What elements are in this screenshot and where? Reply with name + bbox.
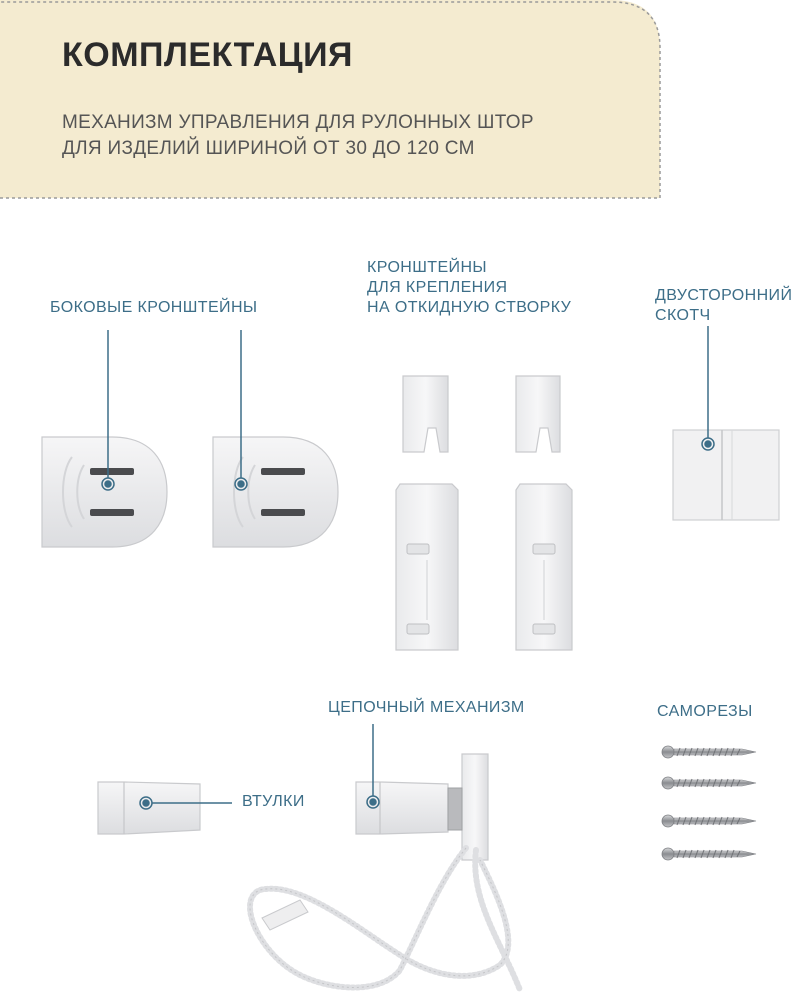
subtitle-line-2: ДЛЯ ИЗДЕЛИЙ ШИРИНОЙ ОТ 30 ДО 120 СМ <box>62 138 475 159</box>
label-screws: САМОРЕЗЫ <box>657 703 753 720</box>
label-bushings: ВТУЛКИ <box>242 793 305 810</box>
subtitle-line-1: МЕХАНИЗМ УПРАВЛЕНИЯ ДЛЯ РУЛОННЫХ ШТОР <box>62 112 534 133</box>
side-bracket-left <box>42 437 167 547</box>
side-bracket-right <box>213 437 338 547</box>
double-sided-tape <box>673 430 779 520</box>
sash-holder-left <box>396 484 458 650</box>
label-side-brackets: БОКОВЫЕ КРОНШТЕЙНЫ <box>50 299 258 316</box>
label-tape-line-1: ДВУСТОРОННИЙ <box>655 287 793 304</box>
label-sash-brackets-line-2: ДЛЯ КРЕПЛЕНИЯ <box>367 279 508 296</box>
screw-3 <box>662 815 756 827</box>
label-chain-mechanism: ЦЕПОЧНЫЙ МЕХАНИЗМ <box>328 699 525 716</box>
sash-clip-right <box>516 376 560 452</box>
label-sash-brackets-line-1: КРОНШТЕЙНЫ <box>367 259 487 276</box>
sash-holder-right <box>516 484 572 650</box>
screw-2 <box>662 777 756 789</box>
sash-clip-left <box>403 376 448 452</box>
chain-weight <box>262 900 308 930</box>
label-sash-brackets-line-3: НА ОТКИДНУЮ СТВОРКУ <box>367 299 572 316</box>
page-title: КОМПЛЕКТАЦИЯ <box>62 36 353 74</box>
screw-4 <box>662 848 756 860</box>
screw-1 <box>662 746 756 758</box>
label-tape-line-2: СКОТЧ <box>655 307 711 324</box>
